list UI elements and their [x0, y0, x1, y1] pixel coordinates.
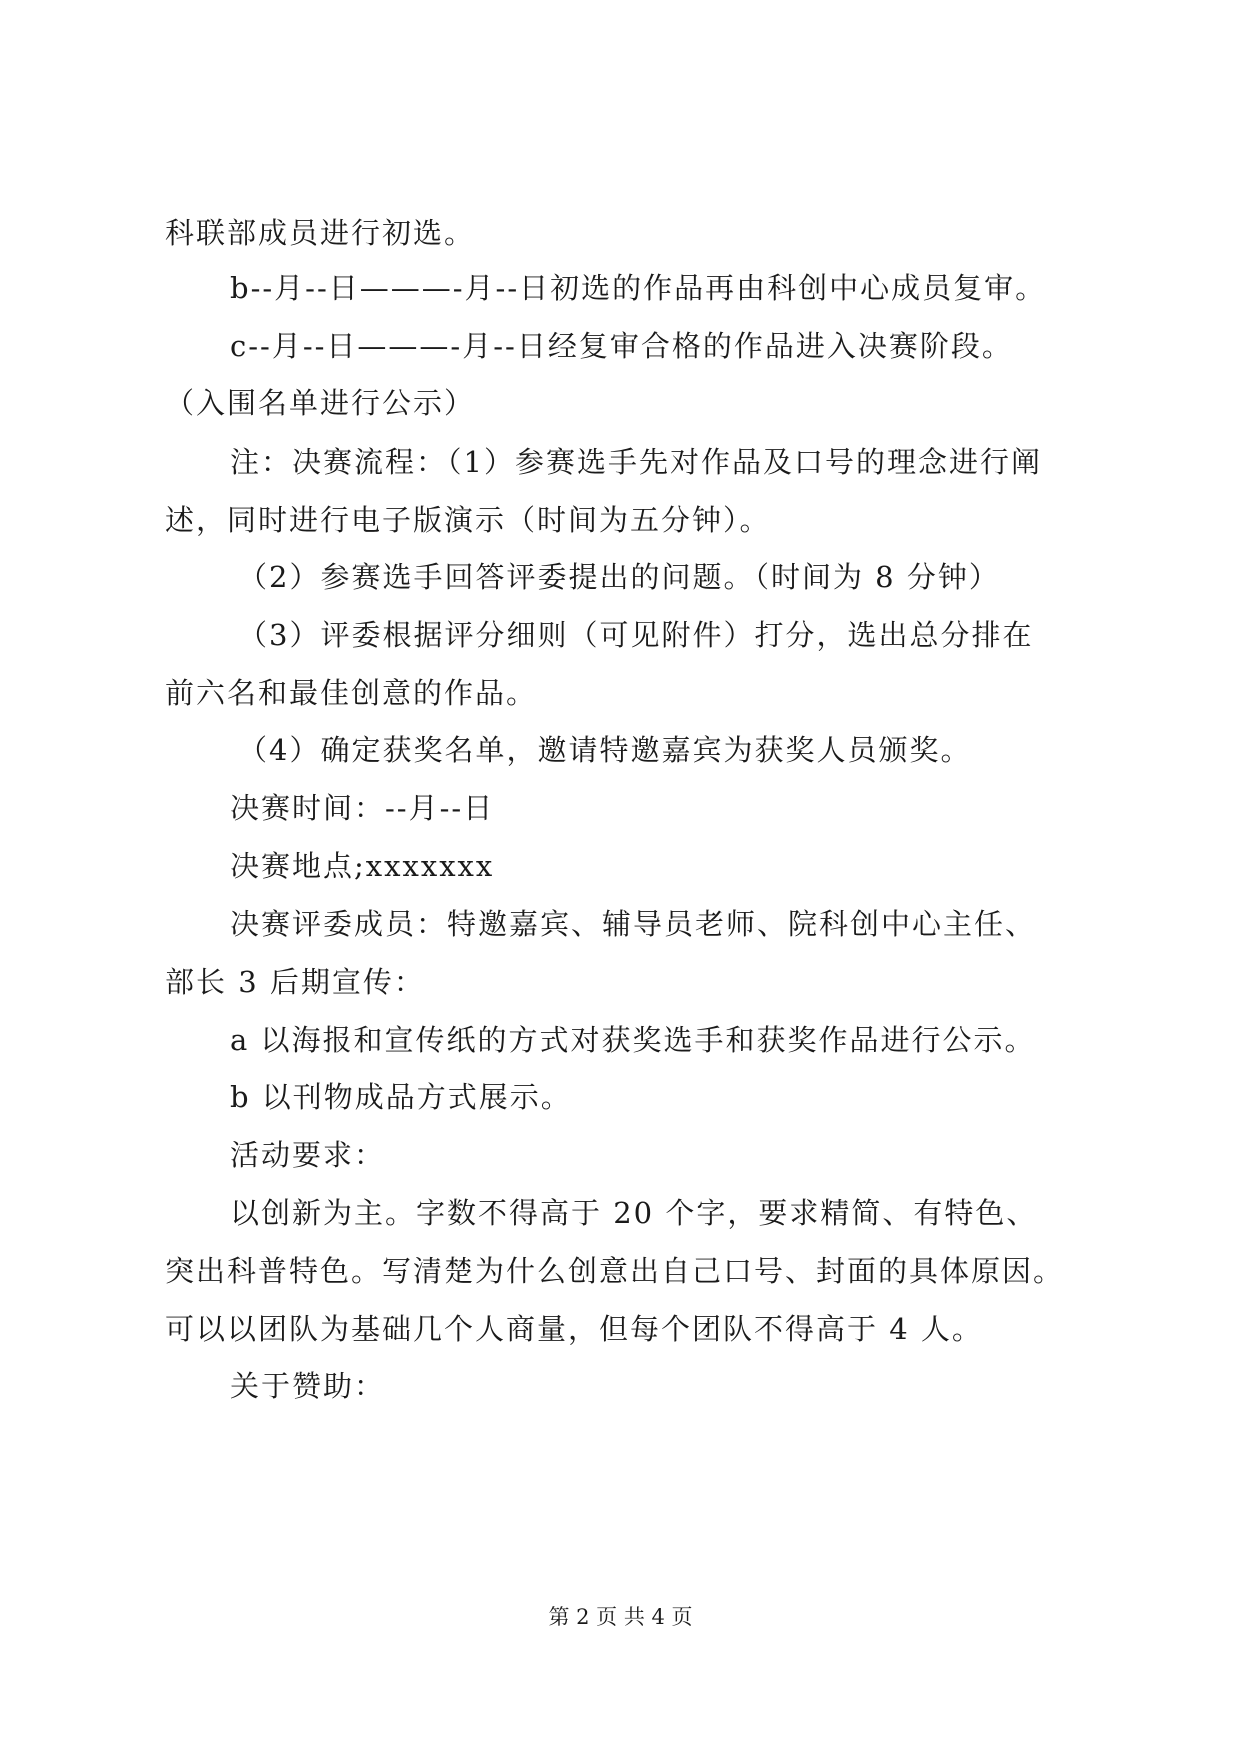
text-line: 决赛评委成员：特邀嘉宾、辅导员老师、院科创中心主任、 [230, 907, 1037, 941]
text-line: 述，同时进行电子版演示（时间为五分钟）。 [165, 503, 771, 537]
text-line: 部长 3 后期宣传： [165, 965, 425, 999]
text-line: 科联部成员进行初选。 [165, 216, 476, 250]
text-line: 前六名和最佳创意的作品。 [165, 676, 538, 710]
text-line: （入围名单进行公示） [165, 386, 476, 420]
page-footer: 第 2 页 共 4 页 [548, 1605, 693, 1629]
text-line: 决赛地点;xxxxxxx [230, 849, 495, 883]
text-line: b--月--日———-月--日初选的作品再由科创中心成员复审。 [230, 271, 1047, 305]
text-line: 决赛时间：--月--日 [230, 791, 495, 825]
text-line: （2）参赛选手回答评委提出的问题。（时间为 8 分钟） [238, 560, 1000, 594]
text-line: 关于赞助： [230, 1369, 386, 1403]
text-line: 以创新为主。字数不得高于 20 个字，要求精简、有特色、 [230, 1196, 1038, 1230]
text-line: 注：决赛流程：（1）参赛选手先对作品及口号的理念进行阐 [230, 445, 1042, 479]
text-line: （4）确定获奖名单，邀请特邀嘉宾为获奖人员颁奖。 [238, 733, 972, 767]
text-line: 突出科普特色。写清楚为什么创意出自己口号、封面的具体原因。 [165, 1254, 1065, 1288]
text-line: 可以以团队为基础几个人商量，但每个团队不得高于 4 人。 [165, 1312, 983, 1346]
text-line: b 以刊物成品方式展示。 [230, 1080, 572, 1114]
text-line: 活动要求： [230, 1138, 386, 1172]
text-line: a 以海报和宣传纸的方式对获奖选手和获奖作品进行公示。 [230, 1023, 1036, 1057]
text-line: c--月--日———-月--日经复审合格的作品进入决赛阶段。 [230, 329, 1013, 363]
text-line: （3）评委根据评分细则（可见附件）打分，选出总分排在 [238, 618, 1034, 652]
